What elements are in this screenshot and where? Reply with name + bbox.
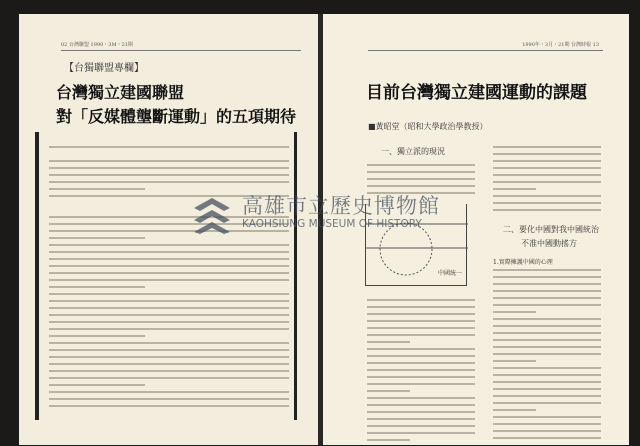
text-line bbox=[367, 362, 475, 364]
text-line bbox=[49, 286, 145, 288]
body-text-col1-lower bbox=[367, 299, 475, 446]
text-line bbox=[493, 374, 601, 376]
text-line bbox=[493, 395, 601, 397]
column-kicker: 【台獨聯盟專欄】 bbox=[64, 63, 144, 74]
text-line bbox=[367, 334, 475, 336]
text-line bbox=[49, 251, 289, 253]
text-line bbox=[49, 265, 289, 267]
subheading: 1.實際擁護中國的心理 bbox=[493, 259, 553, 266]
text-line bbox=[493, 202, 601, 204]
text-line bbox=[493, 416, 601, 418]
diagram-label: 中國統一 bbox=[437, 270, 462, 277]
watermark-en: KAOHSIUNG MUSEUM OF HISTORY bbox=[242, 218, 422, 230]
text-line bbox=[367, 348, 475, 350]
text-line bbox=[49, 405, 289, 407]
text-line bbox=[493, 304, 601, 306]
text-line bbox=[493, 423, 601, 425]
text-line bbox=[493, 283, 601, 285]
text-line bbox=[493, 297, 601, 299]
body-text-col2-lower bbox=[493, 269, 601, 444]
title-line-1: 台灣獨立建國聯盟 bbox=[56, 83, 185, 102]
text-line bbox=[49, 349, 289, 351]
body-text-col2 bbox=[493, 146, 601, 216]
text-line bbox=[49, 174, 289, 176]
text-line bbox=[367, 376, 475, 378]
article-title: 目前台灣獨立建國運動的課題 bbox=[366, 83, 587, 103]
text-line bbox=[493, 332, 601, 334]
text-line bbox=[49, 279, 289, 281]
title-line-2: 對「反媒體壟斷運動」的五項期待 bbox=[56, 107, 297, 126]
text-line bbox=[367, 178, 475, 180]
text-line bbox=[493, 339, 601, 341]
section-heading-2b: 不准中國動搖方 bbox=[521, 239, 577, 248]
text-line bbox=[49, 363, 289, 365]
text-line bbox=[49, 342, 289, 344]
text-line bbox=[367, 299, 475, 301]
text-line bbox=[493, 346, 601, 348]
text-line bbox=[367, 425, 475, 427]
text-line bbox=[367, 383, 475, 385]
text-line bbox=[49, 307, 289, 309]
text-line bbox=[49, 398, 289, 400]
text-line bbox=[367, 171, 475, 173]
text-line bbox=[49, 328, 289, 330]
text-line bbox=[49, 370, 289, 372]
text-line bbox=[49, 181, 289, 183]
text-line bbox=[493, 209, 601, 211]
text-line bbox=[493, 269, 601, 271]
text-line bbox=[367, 418, 475, 420]
text-line bbox=[367, 355, 475, 357]
text-line bbox=[493, 381, 601, 383]
text-line bbox=[49, 258, 289, 260]
text-line bbox=[493, 437, 601, 439]
text-line bbox=[49, 146, 289, 148]
text-line bbox=[493, 146, 601, 148]
text-line bbox=[49, 314, 289, 316]
body-text bbox=[49, 146, 289, 412]
text-line bbox=[493, 174, 601, 176]
text-line bbox=[49, 272, 289, 274]
author-line: ■黃昭堂（昭和大學政治學教授） bbox=[368, 122, 488, 131]
text-line bbox=[367, 397, 475, 399]
text-line bbox=[49, 391, 289, 393]
text-line bbox=[49, 160, 289, 162]
text-line bbox=[49, 153, 289, 155]
text-line bbox=[493, 311, 536, 313]
text-line bbox=[49, 293, 289, 295]
text-line bbox=[493, 276, 601, 278]
section-heading-1: 一、獨立派的現況 bbox=[381, 147, 445, 156]
text-line bbox=[49, 300, 289, 302]
text-line bbox=[49, 384, 145, 386]
text-line bbox=[493, 367, 601, 369]
text-line bbox=[493, 325, 601, 327]
text-line bbox=[493, 430, 601, 432]
text-line bbox=[367, 411, 475, 413]
text-line bbox=[49, 335, 145, 337]
text-line bbox=[367, 306, 475, 308]
text-line bbox=[367, 439, 410, 441]
text-line bbox=[367, 313, 475, 315]
text-line bbox=[367, 390, 410, 392]
museum-logo-icon bbox=[190, 194, 234, 234]
text-line bbox=[493, 181, 601, 183]
text-line bbox=[493, 153, 601, 155]
page-header: 02 台灣聯盟 1990・3M・21期 bbox=[61, 42, 133, 48]
text-line bbox=[49, 237, 145, 239]
header-rule bbox=[61, 50, 301, 51]
text-line bbox=[49, 188, 145, 190]
page-header: 1990年・3月・21期 台灣時報 13 bbox=[522, 42, 599, 48]
text-line bbox=[367, 320, 475, 322]
text-line bbox=[367, 341, 410, 343]
text-line bbox=[493, 353, 601, 355]
text-line bbox=[367, 432, 475, 434]
text-line bbox=[493, 360, 536, 362]
text-line bbox=[493, 167, 601, 169]
section-heading-2a: 二、要化中國對我中國統治 bbox=[503, 225, 599, 234]
text-line bbox=[367, 327, 475, 329]
text-line bbox=[49, 167, 289, 169]
text-line bbox=[493, 402, 601, 404]
text-line bbox=[49, 244, 289, 246]
text-line bbox=[493, 388, 601, 390]
text-line bbox=[49, 377, 289, 379]
text-line bbox=[493, 318, 601, 320]
text-line bbox=[493, 409, 536, 411]
text-line bbox=[493, 188, 536, 190]
text-line bbox=[367, 164, 475, 166]
text-line bbox=[49, 230, 289, 232]
text-line bbox=[493, 290, 601, 292]
header-rule bbox=[368, 50, 603, 51]
text-line bbox=[49, 321, 289, 323]
text-line bbox=[367, 185, 475, 187]
text-line bbox=[49, 356, 289, 358]
text-line bbox=[493, 195, 601, 197]
text-line bbox=[367, 404, 475, 406]
text-line bbox=[367, 369, 475, 371]
watermark-zh: 高雄市立歷史博物館 bbox=[242, 194, 440, 218]
text-line bbox=[493, 160, 601, 162]
